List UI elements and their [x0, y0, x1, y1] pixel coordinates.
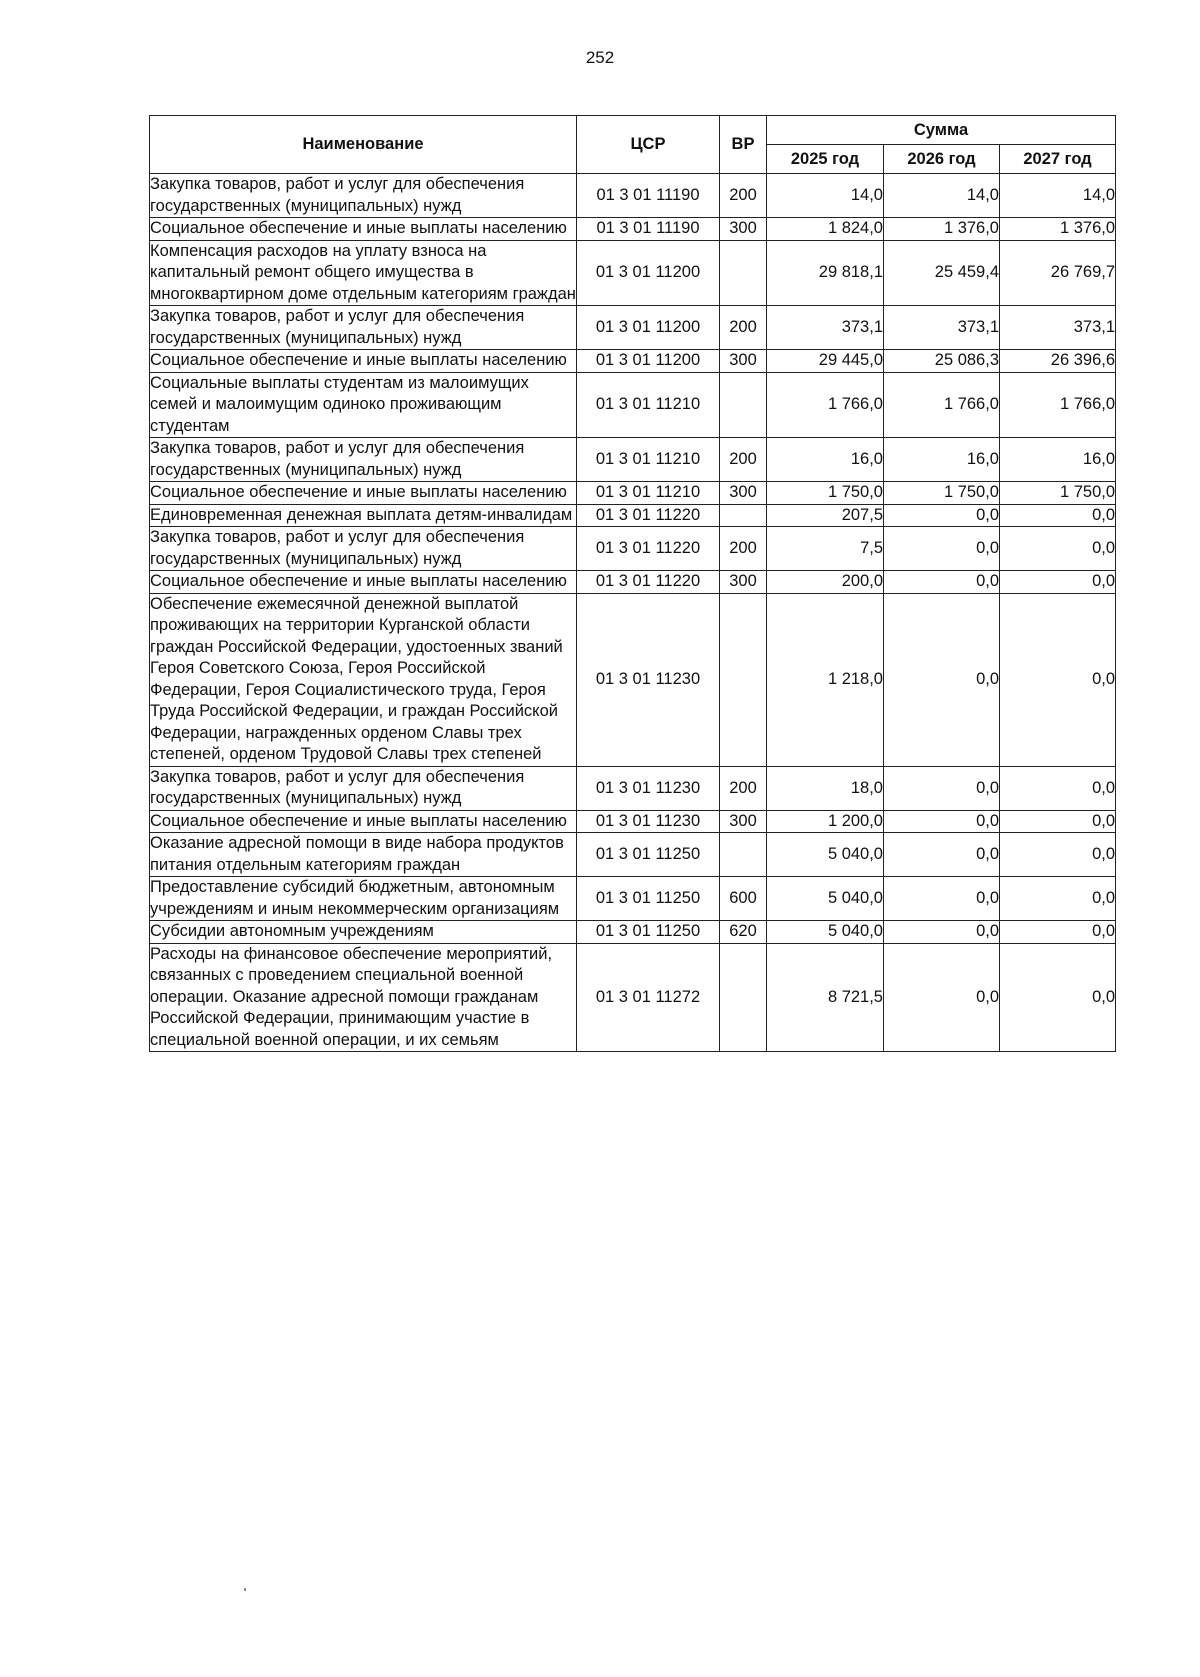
row-sum-2025: 207,5: [767, 504, 884, 527]
row-csr: 01 3 01 11230: [577, 766, 720, 810]
row-name: Оказание адресной помощи в виде набора продуктов питания отдельным категориям граждан: [150, 833, 577, 877]
row-sum-2027: 1 376,0: [1000, 218, 1116, 241]
table-row: [150, 306, 1116, 350]
row-sum-2025: 5 040,0: [767, 833, 884, 877]
row-sum-2027: 1 750,0: [1000, 482, 1116, 505]
row-name: Социальные выплаты студентам из малоимущих семей и малоимущим одиноко проживающим студентам: [150, 372, 577, 438]
header-vr: ВР: [720, 116, 767, 174]
row-name: Закупка товаров, работ и услуг для обеспечения государственных (муниципальных) нужд: [150, 174, 577, 218]
row-name: Предоставление субсидий бюджетным, автономным учреждениям и иным некоммерческим организациям: [150, 877, 577, 921]
header-year-2027: 2027 год: [1000, 145, 1116, 174]
table-row: [150, 571, 1116, 594]
row-sum-2027: 0,0: [1000, 593, 1116, 766]
table-row: [150, 174, 1116, 218]
row-sum-2026: 25 086,3: [884, 350, 1000, 373]
header-name: Наименование: [150, 116, 577, 174]
table-row: [150, 504, 1116, 527]
row-sum-2026: 0,0: [884, 810, 1000, 833]
row-sum-2026: 0,0: [884, 504, 1000, 527]
row-sum-2026: 1 750,0: [884, 482, 1000, 505]
table-row: [150, 218, 1116, 241]
row-sum-2027: 14,0: [1000, 174, 1116, 218]
row-sum-2027: 0,0: [1000, 943, 1116, 1052]
row-vr: [720, 504, 767, 527]
row-vr: 200: [720, 766, 767, 810]
row-name: Закупка товаров, работ и услуг для обеспечения государственных (муниципальных) нужд: [150, 527, 577, 571]
budget-table: [149, 115, 1116, 1052]
row-sum-2027: 0,0: [1000, 810, 1116, 833]
row-name: Социальное обеспечение и иные выплаты населению: [150, 571, 577, 594]
row-sum-2025: 373,1: [767, 306, 884, 350]
row-sum-2027: 1 766,0: [1000, 372, 1116, 438]
table-row: [150, 240, 1116, 306]
row-vr: 200: [720, 306, 767, 350]
row-vr: 300: [720, 571, 767, 594]
row-csr: 01 3 01 11230: [577, 593, 720, 766]
row-vr: [720, 372, 767, 438]
row-sum-2025: 16,0: [767, 438, 884, 482]
table-row: [150, 350, 1116, 373]
row-sum-2026: 0,0: [884, 943, 1000, 1052]
row-vr: 200: [720, 527, 767, 571]
row-sum-2027: 26 396,6: [1000, 350, 1116, 373]
row-vr: [720, 943, 767, 1052]
row-csr: 01 3 01 11200: [577, 306, 720, 350]
row-csr: 01 3 01 11250: [577, 877, 720, 921]
row-name: Социальное обеспечение и иные выплаты населению: [150, 218, 577, 241]
header-year-2026: 2026 год: [884, 145, 1000, 174]
table-row: [150, 527, 1116, 571]
row-name: Компенсация расходов на уплату взноса на капитальный ремонт общего имущества в многоквартирном доме отдельным категориям граждан: [150, 240, 577, 306]
row-sum-2027: 0,0: [1000, 833, 1116, 877]
row-vr: 200: [720, 174, 767, 218]
table-row: [150, 877, 1116, 921]
header-csr: ЦСР: [577, 116, 720, 174]
row-vr: 300: [720, 218, 767, 241]
row-sum-2027: 16,0: [1000, 438, 1116, 482]
row-vr: 300: [720, 810, 767, 833]
table-row: [150, 833, 1116, 877]
row-vr: [720, 593, 767, 766]
row-sum-2027: 26 769,7: [1000, 240, 1116, 306]
row-sum-2025: 29 445,0: [767, 350, 884, 373]
table-row: [150, 943, 1116, 1052]
row-vr: 620: [720, 921, 767, 944]
table-row: [150, 921, 1116, 944]
row-name: Закупка товаров, работ и услуг для обеспечения государственных (муниципальных) нужд: [150, 766, 577, 810]
row-csr: 01 3 01 11250: [577, 921, 720, 944]
header-sum: Сумма: [767, 116, 1116, 145]
row-sum-2025: 5 040,0: [767, 877, 884, 921]
row-csr: 01 3 01 11200: [577, 350, 720, 373]
row-sum-2025: 18,0: [767, 766, 884, 810]
table-row: [150, 438, 1116, 482]
row-sum-2026: 16,0: [884, 438, 1000, 482]
row-sum-2026: 0,0: [884, 766, 1000, 810]
row-sum-2026: 0,0: [884, 527, 1000, 571]
row-csr: 01 3 01 11210: [577, 372, 720, 438]
row-sum-2025: 1 218,0: [767, 593, 884, 766]
row-sum-2026: 0,0: [884, 571, 1000, 594]
row-csr: 01 3 01 11190: [577, 174, 720, 218]
row-sum-2027: 0,0: [1000, 504, 1116, 527]
row-sum-2026: 0,0: [884, 593, 1000, 766]
table-row: [150, 372, 1116, 438]
scan-speck: [244, 1588, 246, 1591]
row-csr: 01 3 01 11220: [577, 571, 720, 594]
row-sum-2027: 373,1: [1000, 306, 1116, 350]
row-sum-2027: 0,0: [1000, 527, 1116, 571]
row-vr: 600: [720, 877, 767, 921]
row-sum-2025: 200,0: [767, 571, 884, 594]
row-vr: [720, 240, 767, 306]
table-row: [150, 810, 1116, 833]
row-csr: 01 3 01 11210: [577, 438, 720, 482]
row-name: Субсидии автономным учреждениям: [150, 921, 577, 944]
header-year-2025: 2025 год: [767, 145, 884, 174]
table-body: [150, 174, 1116, 1052]
page-number: 252: [585, 48, 615, 67]
row-vr: 200: [720, 438, 767, 482]
row-vr: [720, 833, 767, 877]
row-name: Единовременная денежная выплата детям-инвалидам: [150, 504, 577, 527]
row-sum-2025: 1 750,0: [767, 482, 884, 505]
row-sum-2025: 1 200,0: [767, 810, 884, 833]
row-name: Социальное обеспечение и иные выплаты населению: [150, 810, 577, 833]
row-sum-2025: 5 040,0: [767, 921, 884, 944]
row-sum-2025: 7,5: [767, 527, 884, 571]
row-sum-2025: 8 721,5: [767, 943, 884, 1052]
row-sum-2026: 25 459,4: [884, 240, 1000, 306]
row-sum-2027: 0,0: [1000, 921, 1116, 944]
row-csr: 01 3 01 11220: [577, 527, 720, 571]
row-sum-2026: 0,0: [884, 833, 1000, 877]
table-row: [150, 482, 1116, 505]
row-vr: 300: [720, 350, 767, 373]
row-sum-2026: 0,0: [884, 877, 1000, 921]
row-name: Закупка товаров, работ и услуг для обеспечения государственных (муниципальных) нужд: [150, 306, 577, 350]
row-sum-2025: 14,0: [767, 174, 884, 218]
row-csr: 01 3 01 11190: [577, 218, 720, 241]
row-sum-2027: 0,0: [1000, 766, 1116, 810]
row-vr: 300: [720, 482, 767, 505]
row-sum-2026: 14,0: [884, 174, 1000, 218]
row-csr: 01 3 01 11250: [577, 833, 720, 877]
row-sum-2025: 1 824,0: [767, 218, 884, 241]
row-sum-2026: 1 376,0: [884, 218, 1000, 241]
row-sum-2025: 1 766,0: [767, 372, 884, 438]
row-name: Социальное обеспечение и иные выплаты населению: [150, 350, 577, 373]
table-row: [150, 766, 1116, 810]
row-sum-2025: 29 818,1: [767, 240, 884, 306]
row-sum-2027: 0,0: [1000, 571, 1116, 594]
row-csr: 01 3 01 11200: [577, 240, 720, 306]
row-csr: 01 3 01 11220: [577, 504, 720, 527]
row-name: Закупка товаров, работ и услуг для обеспечения государственных (муниципальных) нужд: [150, 438, 577, 482]
row-name: Расходы на финансовое обеспечение мероприятий, связанных с проведением специальной военной операции. Оказание адресной помощи гражданам Российской Федерации, принимающим участие в специальной военной операции, и их семьям: [150, 943, 577, 1052]
row-sum-2027: 0,0: [1000, 877, 1116, 921]
row-name: Социальное обеспечение и иные выплаты населению: [150, 482, 577, 505]
row-csr: 01 3 01 11272: [577, 943, 720, 1052]
row-sum-2026: 1 766,0: [884, 372, 1000, 438]
row-csr: 01 3 01 11210: [577, 482, 720, 505]
row-name: Обеспечение ежемесячной денежной выплатой проживающих на территории Курганской области граждан Российской Федерации, удостоенных званий Героя Советского Союза, Героя Российской Федерации, Героя Социалистического труда, Героя Труда Российской Федерации, и граждан Российской Федерации, награжденных орденом Славы трех степеней, орденом Трудовой Славы трех степеней: [150, 593, 577, 766]
table-row: [150, 593, 1116, 766]
row-sum-2026: 0,0: [884, 921, 1000, 944]
row-csr: 01 3 01 11230: [577, 810, 720, 833]
row-sum-2026: 373,1: [884, 306, 1000, 350]
